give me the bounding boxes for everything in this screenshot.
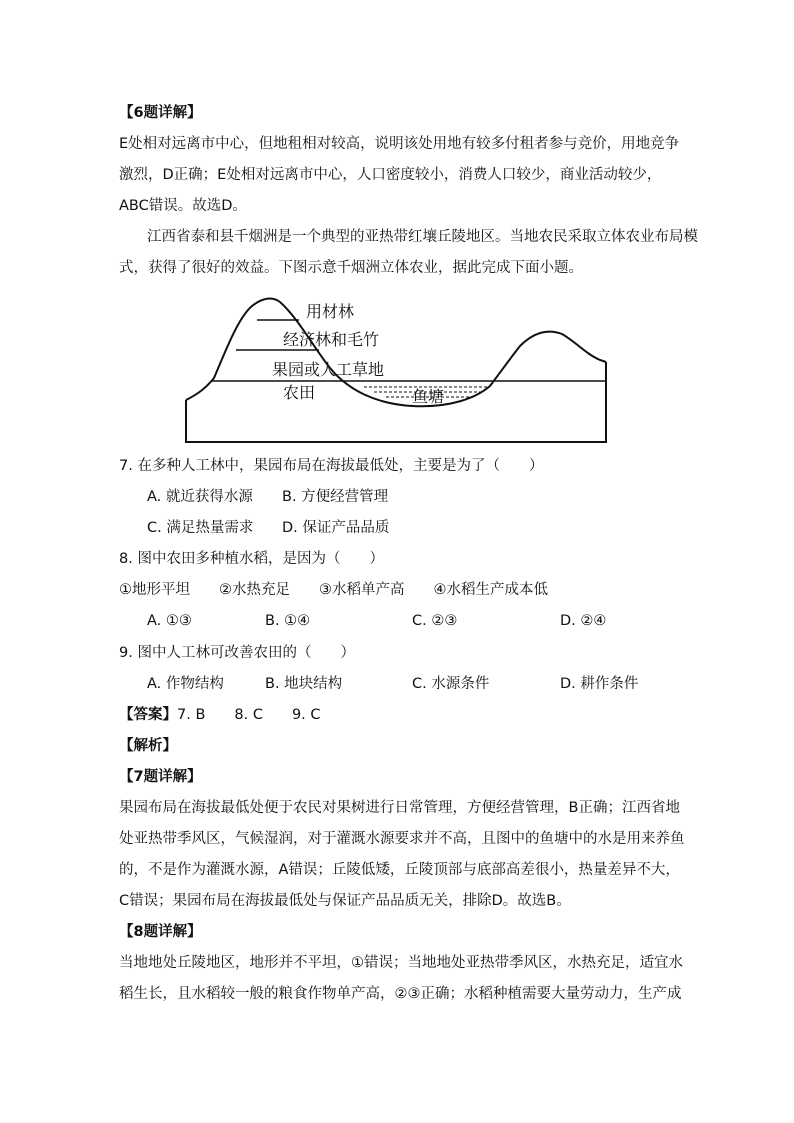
q7-line-2: 处亚热带季风区，气候湿润，对于灌溉水源要求并不高，且图中的鱼塘中的水是用来养鱼 xyxy=(119,831,685,847)
q8-option-c[interactable]: C. ②③ xyxy=(412,613,458,629)
diagram-frame xyxy=(186,362,606,442)
label-timber-forest: 用材林 xyxy=(306,302,355,321)
terrain-diagram xyxy=(180,290,614,446)
q9-option-b[interactable]: B. 地块结构 xyxy=(265,676,343,692)
q9-option-c[interactable]: C. 水源条件 xyxy=(412,676,490,692)
q8-statements: ①地形平坦 ②水热充足 ③水稻单产高 ④水稻生产成本低 xyxy=(119,582,548,598)
label-economic-forest: 经济林和毛竹 xyxy=(283,330,380,349)
intro-line-2: 式，获得了很好的效益。下图示意千烟洲立体农业，据此完成下面小题。 xyxy=(119,260,583,276)
q8-option-b[interactable]: B. ①④ xyxy=(265,613,311,629)
q8-line-2: 稻生长，且水稻较一般的粮食作物单产高，②③正确；水稻种植需要大量劳动力，生产成 xyxy=(119,986,682,1002)
q7-option-d[interactable]: D. 保证产品品质 xyxy=(282,520,390,536)
q8-stem: 8. 图中农田多种植水稻，是因为（ ） xyxy=(119,551,384,567)
q7-line-3: 的，不是作为灌溉水源，A错误；丘陵低矮，丘陵顶部与底部高差很小，热量差异不大， xyxy=(119,862,680,878)
q7-option-a[interactable]: A. 就近获得水源 xyxy=(147,489,253,505)
q6-line-1: E处相对远离市中心，但地租相对较高，说明该处用地有较多付租者参与竞价，用地竞争 xyxy=(119,136,680,152)
answer-label: 【答案】 xyxy=(119,707,177,723)
answer-text: 7. B 8. C 9. C xyxy=(177,707,321,723)
label-fish-pond: 鱼塘 xyxy=(412,387,445,406)
label-orchard: 果园或人工草地 xyxy=(272,360,385,379)
intro-line-1: 江西省泰和县千烟洲是一个典型的亚热带红壤丘陵地区。当地农民采取立体农业布局模 xyxy=(147,229,698,245)
q7-stem: 7. 在多种人工林中，果园布局在海拔最低处，主要是为了（ ） xyxy=(119,458,544,474)
label-farmland: 农田 xyxy=(283,383,316,402)
analysis-label: 【解析】 xyxy=(119,738,177,754)
q7-option-b[interactable]: B. 方便经营管理 xyxy=(282,489,389,505)
q8-option-a[interactable]: A. ①③ xyxy=(147,613,192,629)
q8-line-1: 当地地处丘陵地区，地形并不平坦，①错误；当地地处亚热带季风区，水热充足，适宜水 xyxy=(119,955,683,971)
q7-option-c[interactable]: C. 满足热量需求 xyxy=(147,520,254,536)
q9-option-a[interactable]: A. 作物结构 xyxy=(147,676,224,692)
q7-line-4: C错误；果园布局在海拔最低处与保证产品品质无关，排除D。故选B。 xyxy=(119,893,571,909)
q8-heading: 【8题详解】 xyxy=(119,924,202,940)
terrain-profile xyxy=(186,299,606,407)
q9-option-d[interactable]: D. 耕作条件 xyxy=(560,676,639,692)
q7-heading: 【7题详解】 xyxy=(119,769,202,785)
q6-heading: 【6题详解】 xyxy=(119,105,202,121)
q8-option-d[interactable]: D. ②④ xyxy=(560,613,607,629)
q9-stem: 9. 图中人工林可改善农田的（ ） xyxy=(119,645,355,661)
q7-line-1: 果园布局在海拔最低处便于农民对果树进行日常管理，方便经营管理，B正确；江西省地 xyxy=(119,800,680,816)
answer-row xyxy=(119,705,321,725)
q6-line-3: ABC错误。故选D。 xyxy=(119,198,247,214)
q6-line-2: 激烈，D正确；E处相对远离市中心，人口密度较小，消费人口较少，商业活动较少， xyxy=(119,167,662,183)
